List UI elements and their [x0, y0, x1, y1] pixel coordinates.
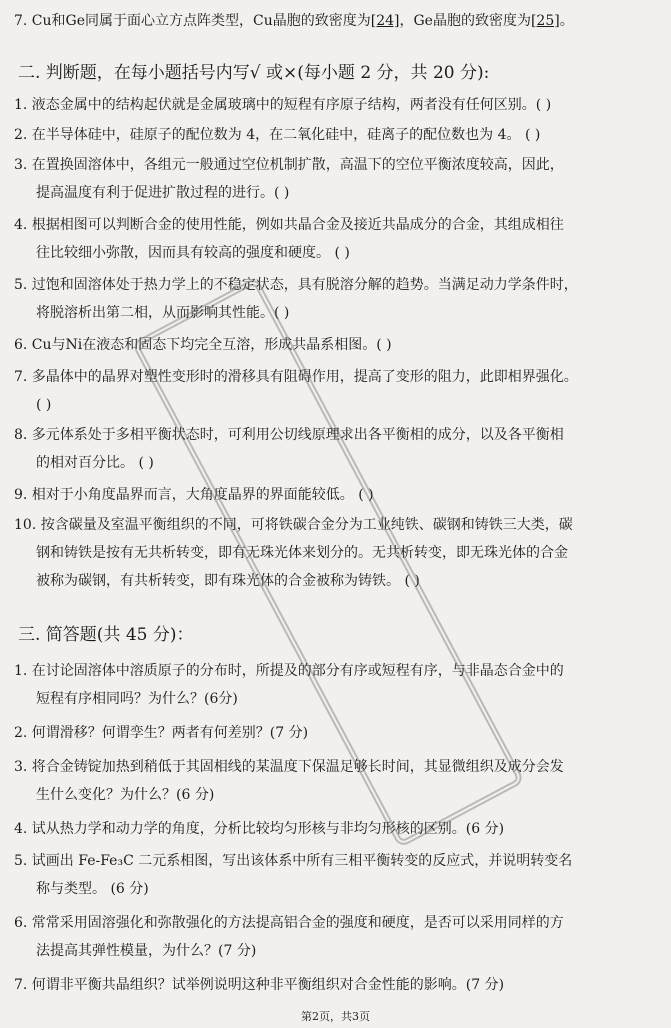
- short-question-5: 5. 试画出 Fe-Fe₃C 二元系相图，写出该体系中所有三相平衡转变的反应式，并说明转变名: [14, 853, 573, 869]
- tf-question-6: 6. Cu与Ni在液态和固态下均完全互溶，形成共晶系相图。( ): [14, 337, 392, 353]
- tf-question-8: 8. 多元体系处于多相平衡状态时，可利用公切线原理求出各平衡相的成分，以及各平衡相: [14, 427, 564, 443]
- section-2-title: 二. 判断题，在每小题括号内写√ 或×(每小题 2 分，共 20 分):: [18, 63, 490, 83]
- page-number-footer: 第2页，共3页: [301, 1010, 370, 1023]
- answer-blank-25: [25]: [530, 13, 560, 29]
- section-3-title: 三. 简答题(共 45 分)：: [18, 625, 194, 645]
- tf-question-3-cont: 提高温度有利于促进扩散过程的进行。( ): [36, 185, 290, 201]
- tf-question-7-cont: ( ): [36, 397, 52, 413]
- short-question-4: 4. 试从热力学和动力学的角度，分析比较均匀形核与非均匀形核的区别。(6 分): [14, 821, 505, 837]
- tf-question-4-cont: 往比较细小弥散，因而具有较高的强度和硬度。 ( ): [36, 245, 350, 261]
- tf-question-4: 4. 根据相图可以判断合金的使用性能，例如共晶合金及接近共晶成分的合金，其组成相往: [14, 217, 564, 233]
- short-question-1: 1. 在讨论固溶体中溶质原子的分布时，所提及的部分有序或短程有序，与非晶态合金中的: [14, 663, 564, 679]
- short-question-6-cont: 法提高其弹性模量，为什么？(7 分): [36, 943, 257, 959]
- short-question-3-cont: 生什么变化？为什么？(6 分): [36, 787, 215, 803]
- short-question-2: 2. 何谓滑移？何谓孪生？两者有何差别？(7 分): [14, 725, 309, 741]
- short-question-5-cont: 称与类型。 (6 分): [36, 881, 149, 897]
- short-question-3: 3. 将合金铸锭加热到稍低于其固相线的某温度下保温足够长时间，其显微组织及成分会发: [14, 759, 564, 775]
- fill-in-question-7-text: 7. Cu和Ge同属于面心立方点阵类型，Cu晶胞的致密度为: [14, 13, 371, 29]
- fill-in-question-7-text-mid: ，Ge晶胞的致密度为: [399, 13, 531, 29]
- short-question-6: 6. 常常采用固溶强化和弥散强化的方法提高铝合金的强度和硬度，是否可以采用同样的方: [14, 915, 564, 931]
- short-question-1-cont: 短程有序相同吗？为什么？(6分): [36, 691, 238, 707]
- tf-question-2: 2. 在半导体硅中，硅原子的配位数为 4，在二氧化硅中，硅离子的配位数也为 4。 ( ): [14, 127, 541, 143]
- tf-question-10: 10. 按含碳量及室温平衡组织的不同，可将铁碳合金分为工业纯铁、碳钢和铸铁三大类，碳: [14, 517, 573, 533]
- tf-question-7: 7. 多晶体中的晶界对塑性变形时的滑移具有阻碍作用，提高了变形的阻力，此即相界强化。: [14, 369, 578, 385]
- tf-question-5: 5. 过饱和固溶体处于热力学上的不稳定状态，具有脱溶分解的趋势。当满足动力学条件时，: [14, 277, 578, 293]
- answer-blank-24: [24]: [370, 13, 400, 29]
- fill-in-question-7-text-end: 。: [559, 13, 574, 29]
- tf-question-5-cont: 将脱溶析出第二相，从而影响其性能。( ): [36, 305, 290, 321]
- tf-question-10-cont-1: 钢和铸铁是按有无共析转变，即有无珠光体来划分的。无共析转变，即无珠光体的合金: [36, 545, 568, 561]
- short-question-7: 7. 何谓非平衡共晶组织？试举例说明这种非平衡组织对合金性能的影响。(7 分): [14, 977, 505, 993]
- tf-question-8-cont: 的相对百分比。 ( ): [36, 455, 154, 471]
- fill-in-question-7: [14, 12, 574, 30]
- tf-question-9: 9. 相对于小角度晶界而言，大角度晶界的界面能较低。 ( ): [14, 487, 374, 503]
- tf-question-1: 1. 液态金属中的结构起伏就是金属玻璃中的短程有序原子结构，两者没有任何区别。( ): [14, 97, 552, 113]
- tf-question-10-cont-2: 被称为碳钢，有共析转变，即有珠光体的合金被称为铸铁。 ( ): [36, 573, 420, 589]
- tf-question-3: 3. 在置换固溶体中，各组元一般通过空位机制扩散，高温下的空位平衡浓度较高，因此，: [14, 157, 564, 173]
